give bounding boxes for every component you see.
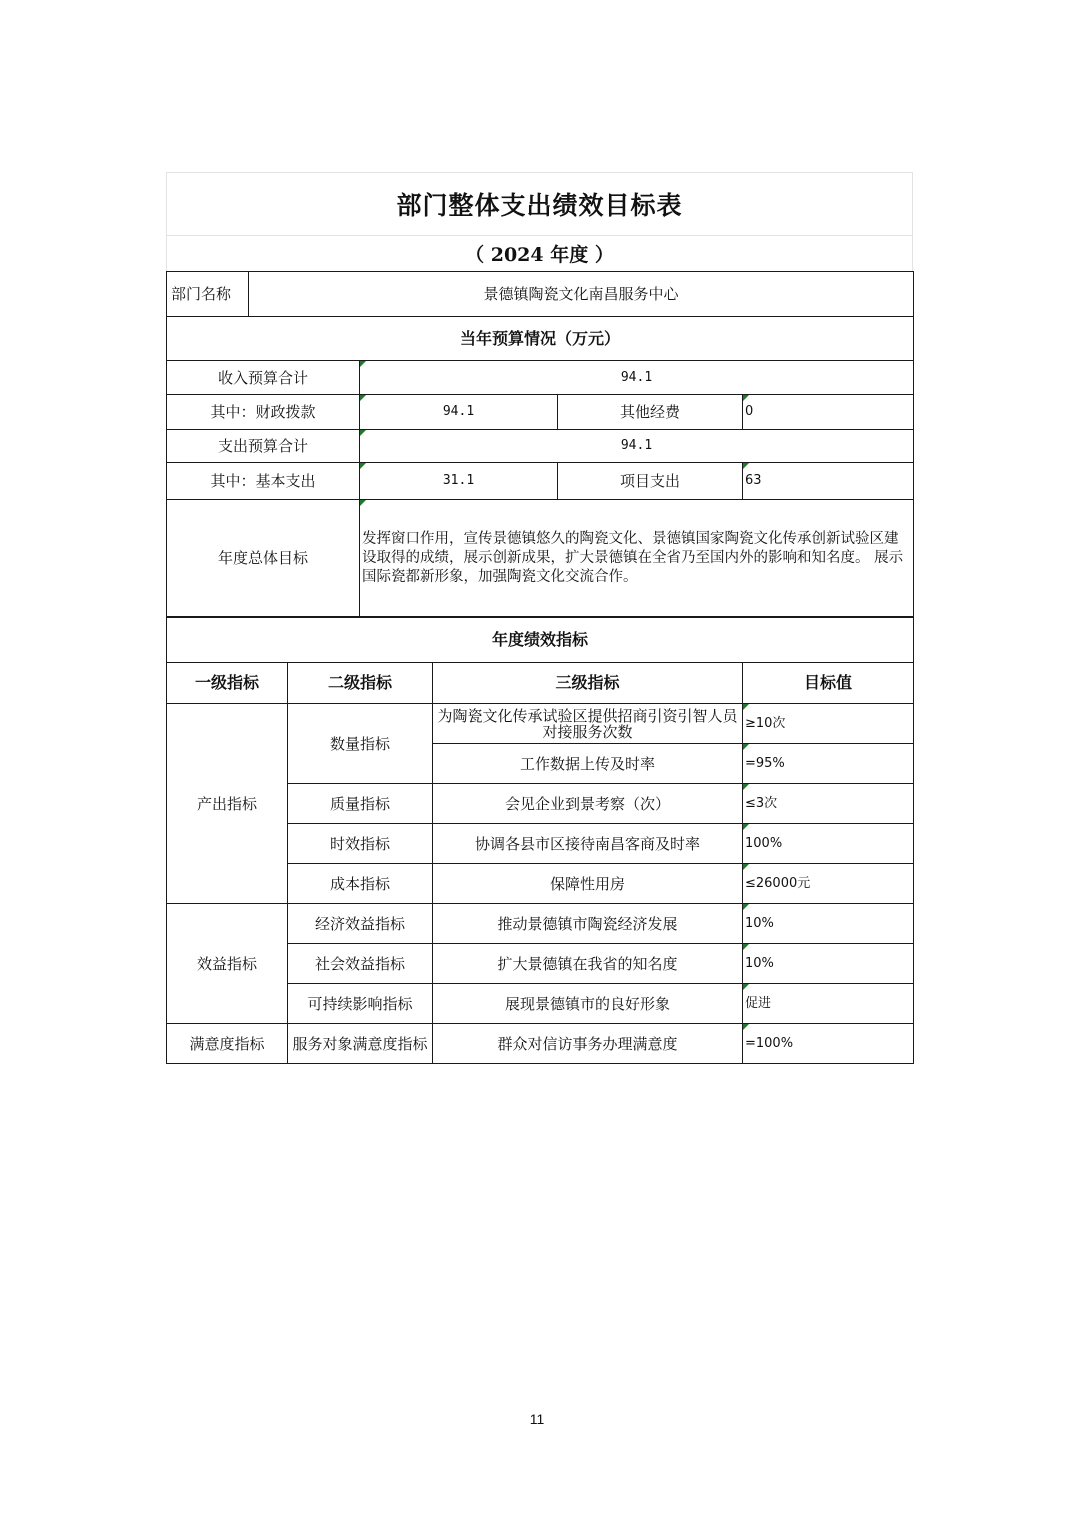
target-cell: ≤26000元	[743, 864, 914, 904]
performance-indicators-table	[166, 617, 914, 1064]
income-total-value: 94.1	[360, 361, 914, 395]
basic-expense-row	[167, 463, 914, 500]
level3-cell: 为陶瓷文化传承试验区提供招商引资引智人员对接服务次数	[433, 704, 743, 744]
basic-expense-value: 31.1	[360, 463, 558, 500]
level3-cell: 工作数据上传及时率	[433, 744, 743, 784]
other-funds-value: 0	[743, 395, 914, 430]
level3-cell: 协调各县市区接待南昌客商及时率	[433, 824, 743, 864]
fiscal-label: 其中：财政拨款	[167, 395, 360, 430]
target-cell: 促进	[743, 984, 914, 1024]
group-output: 产出指标	[167, 704, 288, 904]
income-total-label: 收入预算合计	[167, 361, 360, 395]
column-header-row	[167, 663, 914, 704]
budget-section-title: 当年预算情况（万元）	[167, 317, 914, 361]
basic-expense-label: 其中：基本支出	[167, 463, 360, 500]
budget-header-row	[167, 317, 914, 361]
fiscal-value: 94.1	[360, 395, 558, 430]
level2-cell: 数量指标	[288, 704, 433, 784]
income-total-row	[167, 361, 914, 395]
column-target: 目标值	[743, 663, 914, 704]
level2-cell: 时效指标	[288, 824, 433, 864]
project-expense-value: 63	[743, 463, 914, 500]
other-funds-label: 其他经费	[558, 395, 743, 430]
column-level3: 三级指标	[433, 663, 743, 704]
level2-cell: 服务对象满意度指标	[288, 1024, 433, 1064]
annual-goal-row	[167, 500, 914, 617]
perf-header-row	[167, 618, 914, 663]
level3-cell: 推动景德镇市陶瓷经济发展	[433, 904, 743, 944]
level2-cell: 可持续影响指标	[288, 984, 433, 1024]
department-name: 景德镇陶瓷文化南昌服务中心	[249, 272, 914, 317]
target-cell: 10%	[743, 944, 914, 984]
level3-cell: 保障性用房	[433, 864, 743, 904]
column-level1: 一级指标	[167, 663, 288, 704]
indicator-row	[167, 704, 914, 744]
target-cell: =95%	[743, 744, 914, 784]
perf-section-title: 年度绩效指标	[167, 618, 914, 663]
group-benefit: 效益指标	[167, 904, 288, 1024]
level2-cell: 经济效益指标	[288, 904, 433, 944]
group-satisfaction: 满意度指标	[167, 1024, 288, 1064]
expense-total-row	[167, 430, 914, 463]
page-number: 11	[529, 1411, 545, 1427]
level3-cell: 扩大景德镇在我省的知名度	[433, 944, 743, 984]
level3-cell: 展现景德镇市的良好形象	[433, 984, 743, 1024]
level3-cell: 群众对信访事务办理满意度	[433, 1024, 743, 1064]
department-row	[167, 272, 914, 317]
target-cell: ≤3次	[743, 784, 914, 824]
document-year: （ 2024 年度 ）	[166, 235, 913, 271]
expense-total-value: 94.1	[360, 430, 914, 463]
level2-cell: 质量指标	[288, 784, 433, 824]
level2-cell: 成本指标	[288, 864, 433, 904]
department-label: 部门名称	[167, 272, 249, 317]
expense-total-label: 支出预算合计	[167, 430, 360, 463]
target-cell: 10%	[743, 904, 914, 944]
target-cell: 100%	[743, 824, 914, 864]
target-cell: =100%	[743, 1024, 914, 1064]
level3-cell: 会见企业到景考察（次）	[433, 784, 743, 824]
performance-table-sheet	[166, 172, 913, 1064]
annual-goal-text: 发挥窗口作用，宣传景德镇悠久的陶瓷文化、景德镇国家陶瓷文化传承创新试验区建设取得的成绩，展示创新成果，扩大景德镇在全省乃至国内外的影响和知名度。 展示国际瓷都新形象，加强陶瓷文化交流合作。	[360, 500, 914, 617]
indicator-row	[167, 1024, 914, 1064]
project-expense-label: 项目支出	[558, 463, 743, 500]
indicator-row	[167, 904, 914, 944]
budget-table	[166, 271, 914, 617]
annual-goal-label: 年度总体目标	[167, 500, 360, 617]
document-title: 部门整体支出绩效目标表	[166, 172, 913, 235]
fiscal-row	[167, 395, 914, 430]
target-cell: ≥10次	[743, 704, 914, 744]
level2-cell: 社会效益指标	[288, 944, 433, 984]
column-level2: 二级指标	[288, 663, 433, 704]
